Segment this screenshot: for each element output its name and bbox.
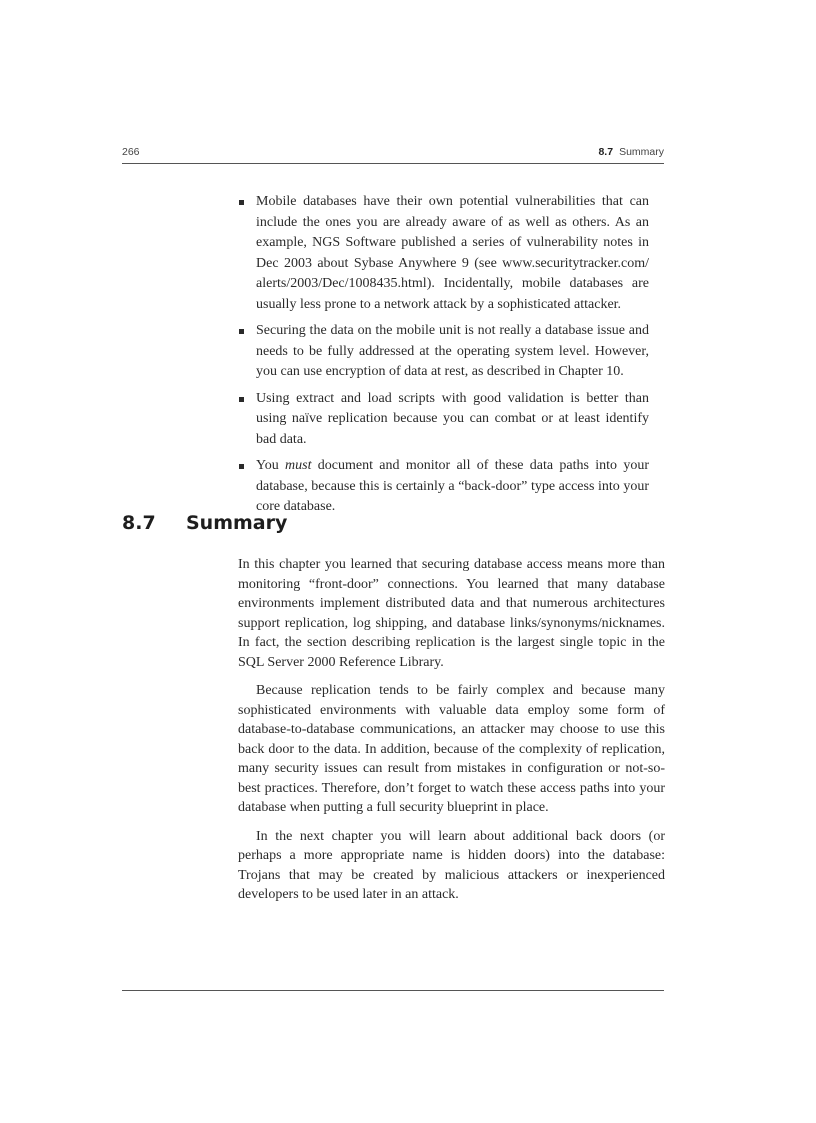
summary-body	[238, 555, 665, 914]
bullet-text-end: document and monitor all of these data paths into your database, because this is certainly a “back-door” type access into your core database.	[256, 458, 650, 514]
square-bullet-icon	[239, 200, 244, 205]
square-bullet-icon	[239, 329, 244, 334]
running-head-title	[598, 146, 664, 158]
running-head-section-title: Summary	[619, 146, 664, 158]
bullet-item	[238, 389, 649, 451]
header-rule	[122, 163, 664, 164]
square-bullet-icon	[239, 397, 244, 402]
square-bullet-icon	[239, 464, 244, 469]
bullet-list	[238, 192, 649, 518]
section-heading	[122, 510, 542, 538]
section-heading-title: Summary	[186, 512, 288, 534]
summary-paragraph: In the next chapter you will learn about additional back doors (or perhaps a more appropriate name is hidden doors) into the database: Trojans that may be created by malicious attackers or inexperienced developers to be used later in an attack.	[238, 828, 665, 902]
running-head-section-number: 8.7	[598, 146, 614, 158]
running-header	[122, 144, 664, 162]
footer-rule	[122, 990, 664, 991]
bullet-item	[238, 321, 649, 383]
summary-paragraph: In this chapter you learned that securing database access means more than monitoring “front-door” connections. You learned that many database environments implement distributed data and that numerous architectures support replication, log shipping, and database links/synonyms/nicknames. In fact, the section describing replication is the largest single topic in the SQL Server 2000 Reference Library.	[238, 557, 665, 670]
bullet-text: Securing the data on the mobile unit is not really a database issue and needs to be fully addressed at the operating system level. However, you can use encryption of data at rest, as described in Chapter 10.	[256, 323, 649, 379]
emphasis-must: must	[285, 458, 312, 473]
page-number: 266	[122, 146, 140, 158]
bullet-text: Mobile databases have their own potential vulnerabilities that can include the ones you are already aware of as well as others. As an example, NGS Software published a series of vulnerability notes in Dec 2003 about Sybase Anywhere 9 (see www.securitytracker.com/ alerts/2003/Dec/1008435.html). Incidentally, mobile databases are usually less prone to a network attack by a sophisticated attacker.	[256, 194, 649, 312]
summary-paragraph: Because replication tends to be fairly complex and because many sophisticated environments with valuable data employ some form of database-to-database communications, an attacker may choose to use this back door to the data. In addition, because of the complexity of replication, many security issues can result from mistakes in configuration or not-so-best practices. Therefore, don’t forget to watch these access paths into your database when putting a full security blueprint in place.	[238, 683, 665, 815]
bullet-text	[256, 458, 649, 514]
section-heading-number: 8.7	[122, 512, 156, 534]
bullet-item	[238, 456, 649, 518]
bullet-section	[238, 192, 649, 524]
bullet-text: Using extract and load scripts with good validation is better than using naïve replication because you can combat or at least identify bad data.	[256, 390, 649, 447]
bullet-text-start: You	[256, 458, 279, 473]
bullet-item	[238, 192, 649, 315]
